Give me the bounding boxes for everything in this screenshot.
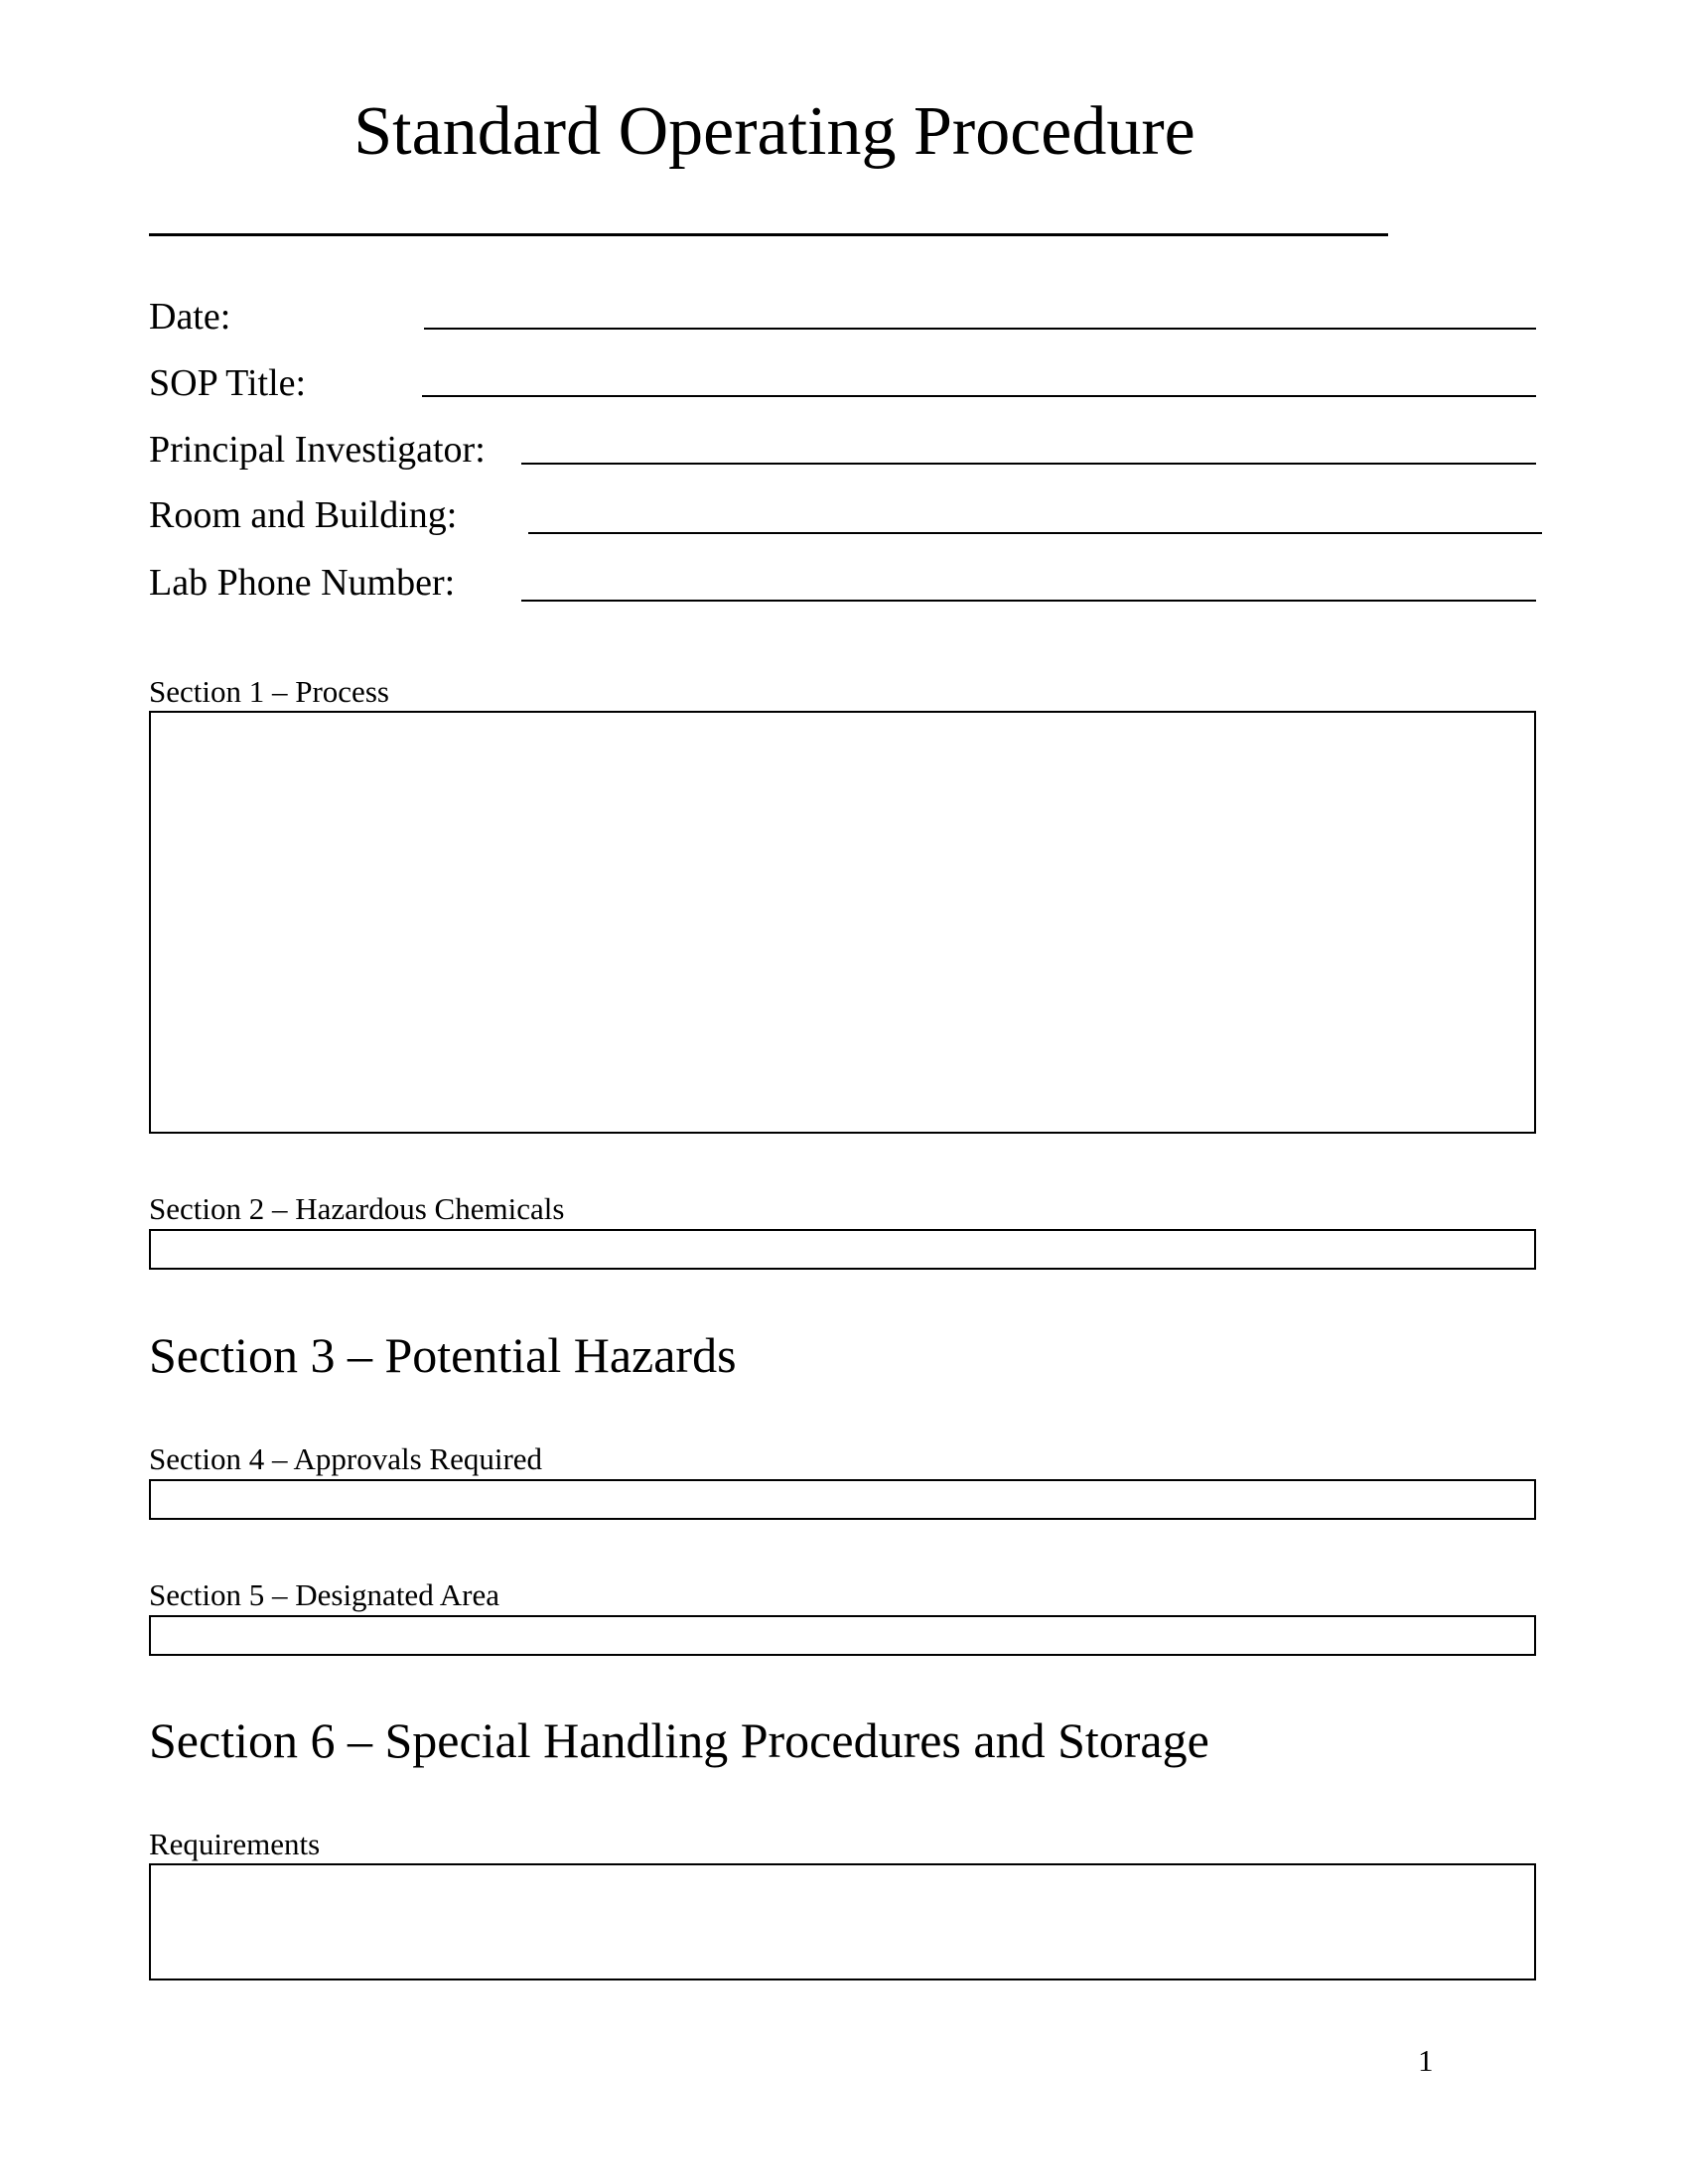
- section-4-approvals-box[interactable]: [149, 1479, 1536, 1520]
- requirements-box[interactable]: [149, 1863, 1536, 1980]
- section-1-process-box[interactable]: [149, 711, 1536, 1134]
- section-4-label: Section 4 – Approvals Required: [149, 1441, 543, 1476]
- section-5-designated-area-box[interactable]: [149, 1615, 1536, 1656]
- section-5-label: Section 5 – Designated Area: [149, 1577, 499, 1612]
- requirements-label: Requirements: [149, 1827, 321, 1861]
- section-2-hazardous-chemicals-box[interactable]: [149, 1229, 1536, 1270]
- section-2-label: Section 2 – Hazardous Chemicals: [149, 1191, 565, 1226]
- section-1-label: Section 1 – Process: [149, 674, 389, 709]
- room-building-field[interactable]: [528, 532, 1542, 534]
- section-3-heading: Section 3 – Potential Hazards: [149, 1327, 737, 1383]
- date-field[interactable]: [424, 328, 1536, 330]
- lab-phone-label: Lab Phone Number:: [149, 562, 456, 604]
- document-title: Standard Operating Procedure: [353, 93, 1196, 170]
- page-number: 1: [1418, 2043, 1434, 2078]
- section-6-heading: Section 6 – Special Handling Procedures and Storage: [149, 1712, 1209, 1768]
- room-building-label: Room and Building:: [149, 494, 458, 536]
- sop-title-field[interactable]: [422, 395, 1536, 397]
- principal-investigator-field[interactable]: [521, 463, 1536, 465]
- sop-title-label: SOP Title:: [149, 362, 307, 404]
- principal-investigator-label: Principal Investigator:: [149, 429, 486, 471]
- title-underline: [149, 233, 1388, 236]
- date-label: Date:: [149, 296, 231, 338]
- lab-phone-field[interactable]: [521, 600, 1536, 602]
